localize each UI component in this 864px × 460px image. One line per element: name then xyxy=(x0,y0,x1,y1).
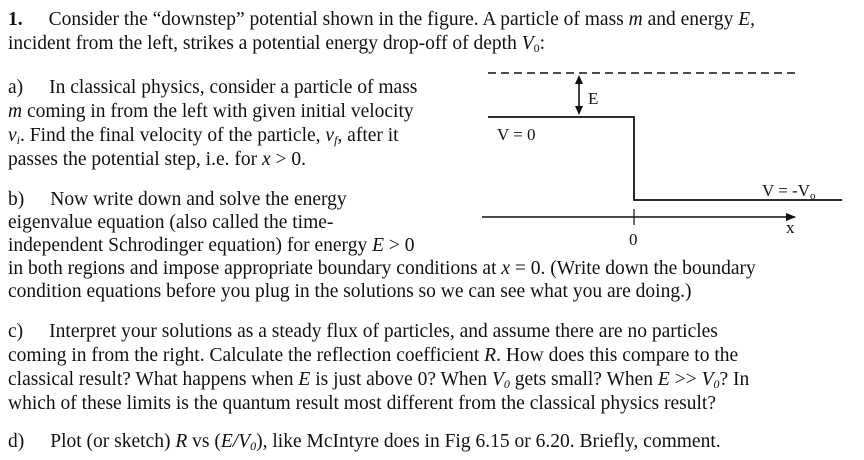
part-b-line-1: b) Now write down and solve the energy xyxy=(8,189,347,210)
part-a-label: a) xyxy=(8,77,24,98)
problem-number: 1. xyxy=(8,9,23,30)
part-b-line-4: in both regions and impose appropriate boundary conditions at x = 0. (Write down the boundary xyxy=(8,258,756,279)
intro-line-1: 1. Consider the “downstep” potential shown in the figure. A particle of mass m and energy E, xyxy=(8,9,756,30)
part-b-line-5: condition equations before you plug in the solutions so we can see what you are doing.) xyxy=(8,281,692,302)
origin-label: 0 xyxy=(629,230,638,249)
part-a-line-2: m coming in from the left with given initial velocity xyxy=(8,101,414,122)
intro-line-2: incident from the left, strikes a potential energy drop-off of depth $V_0$: xyxy=(8,33,546,55)
right-potential-label: V = -Vo xyxy=(762,181,816,202)
part-b-line-2: eigenvalue equation (also called the time- xyxy=(8,212,334,233)
part-d-label: d) xyxy=(8,431,25,452)
energy-label: E xyxy=(588,89,599,108)
part-c-line-3: classical result? What happens when E is just above 0? When $V_0$ gets small? When $E >> V_0$? In xyxy=(8,369,750,391)
part-d-line-1: d) Plot (or sketch) R vs $(E/V_0)$, like McIntyre does in Fig 6.15 or 6.20. Briefly, comment. xyxy=(8,431,721,453)
part-c-line-2: coming in from the right. Calculate the reflection coefficient R. How does this compare to the xyxy=(8,345,739,366)
part-a-line-1: a) In classical physics, consider a particle of mass xyxy=(8,77,418,98)
part-b-line-3: independent Schrodinger equation) for energy E > 0 xyxy=(8,235,415,256)
part-b-label: b) xyxy=(8,189,25,210)
part-a-line-3: $v_i$. Find the final velocity of the particle, $v_f$, after it xyxy=(8,125,399,147)
energy-arrow-head-up xyxy=(575,75,583,84)
part-c-line-4: which of these limits is the quantum result most different from the classical physics result? xyxy=(8,393,716,414)
x-axis-label: x xyxy=(786,218,795,237)
part-a-line-4: passes the potential step, i.e. for x > 0. xyxy=(8,149,307,170)
part-c-line-1: c) Interpret your solutions as a steady flux of particles, and assume there are no particles xyxy=(8,321,718,342)
part-c-label: c) xyxy=(8,321,24,342)
energy-arrow-head-down xyxy=(575,106,583,115)
left-potential-label: V = 0 xyxy=(497,125,536,144)
